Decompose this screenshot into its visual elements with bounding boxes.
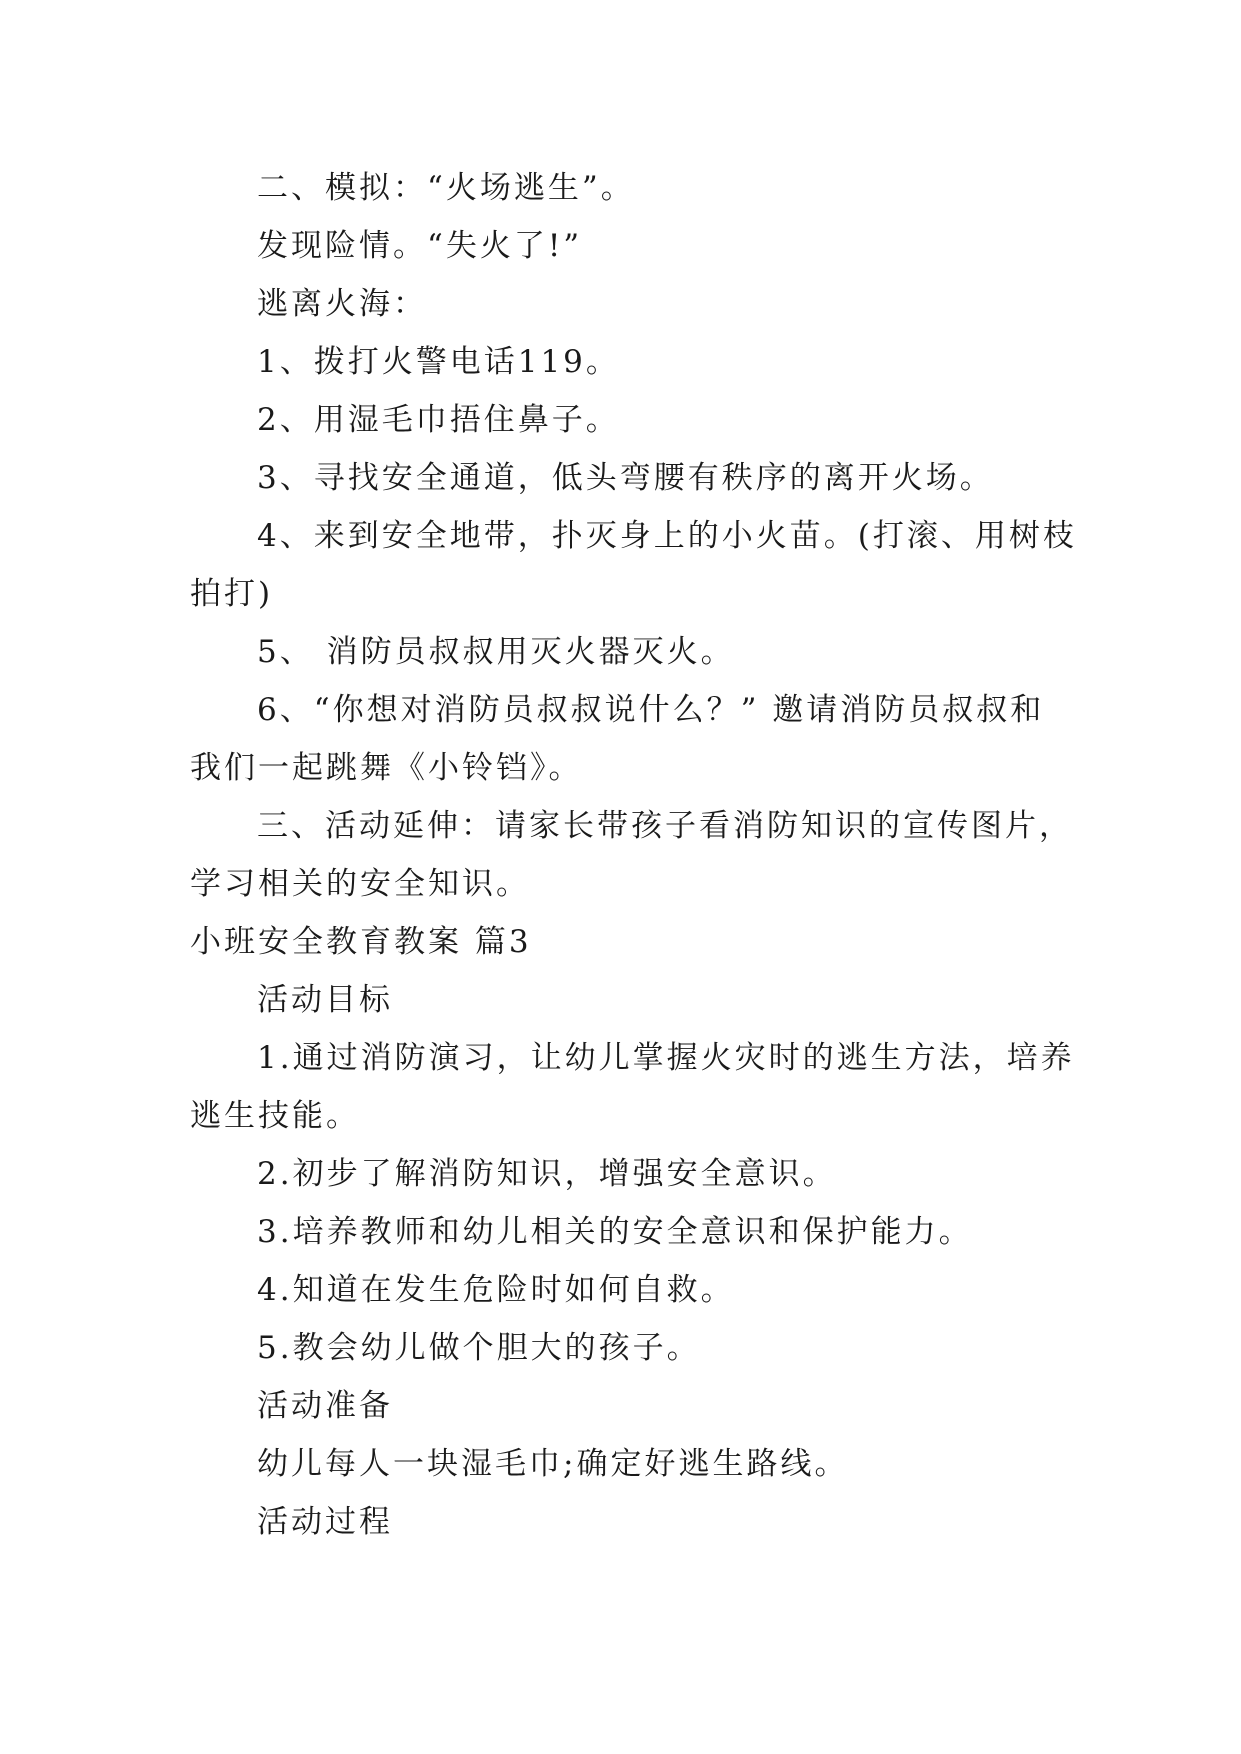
paragraph-simulation-heading: 二、模拟：“火场逃生”。 (257, 170, 635, 206)
paragraph-danger-found: 发现险情。“失火了!” (257, 228, 583, 264)
goal-item-1-line-2: 逃生技能。 (190, 1098, 360, 1134)
goal-item-3: 3.培养教师和幼儿相关的安全意识和保护能力。 (257, 1214, 973, 1250)
list-item-step-4-line-2: 拍打) (190, 576, 274, 612)
section-title: 小班安全教育教案 篇3 (190, 924, 532, 960)
list-item-step-3: 3、寻找安全通道，低头弯腰有秩序的离开火场。 (257, 460, 994, 496)
paragraph-escape-heading: 逃离火海： (257, 286, 427, 322)
list-item-step-4-line-1: 4、来到安全地带，扑灭身上的小火苗。(打滚、用树枝 (257, 518, 1077, 554)
heading-activity-preparation: 活动准备 (257, 1388, 393, 1424)
goal-item-5: 5.教会幼儿做个胆大的孩子。 (257, 1330, 701, 1366)
goal-item-1-line-1: 1.通过消防演习，让幼儿掌握火灾时的逃生方法，培养 (257, 1040, 1075, 1076)
list-item-step-1: 1、拨打火警电话119。 (257, 344, 620, 380)
list-item-step-2: 2、用湿毛巾捂住鼻子。 (257, 402, 620, 438)
paragraph-extension-line-1: 三、活动延伸：请家长带孩子看消防知识的宣传图片， (257, 808, 1073, 844)
list-item-step-6-line-1: 6、“你想对消防员叔叔说什么？” 邀请消防员叔叔和 (257, 692, 1045, 728)
paragraph-extension-line-2: 学习相关的安全知识。 (190, 866, 530, 902)
goal-item-2: 2.初步了解消防知识，增强安全意识。 (257, 1156, 837, 1192)
list-item-step-6-line-2: 我们一起跳舞《小铃铛》。 (190, 750, 583, 786)
heading-activity-process: 活动过程 (257, 1504, 393, 1540)
paragraph-preparation: 幼儿每人一块湿毛巾;确定好逃生路线。 (257, 1446, 849, 1482)
list-item-step-5: 5、 消防员叔叔用灭火器灭火。 (257, 634, 735, 670)
heading-activity-goals: 活动目标 (257, 982, 393, 1018)
goal-item-4: 4.知道在发生危险时如何自救。 (257, 1272, 735, 1308)
